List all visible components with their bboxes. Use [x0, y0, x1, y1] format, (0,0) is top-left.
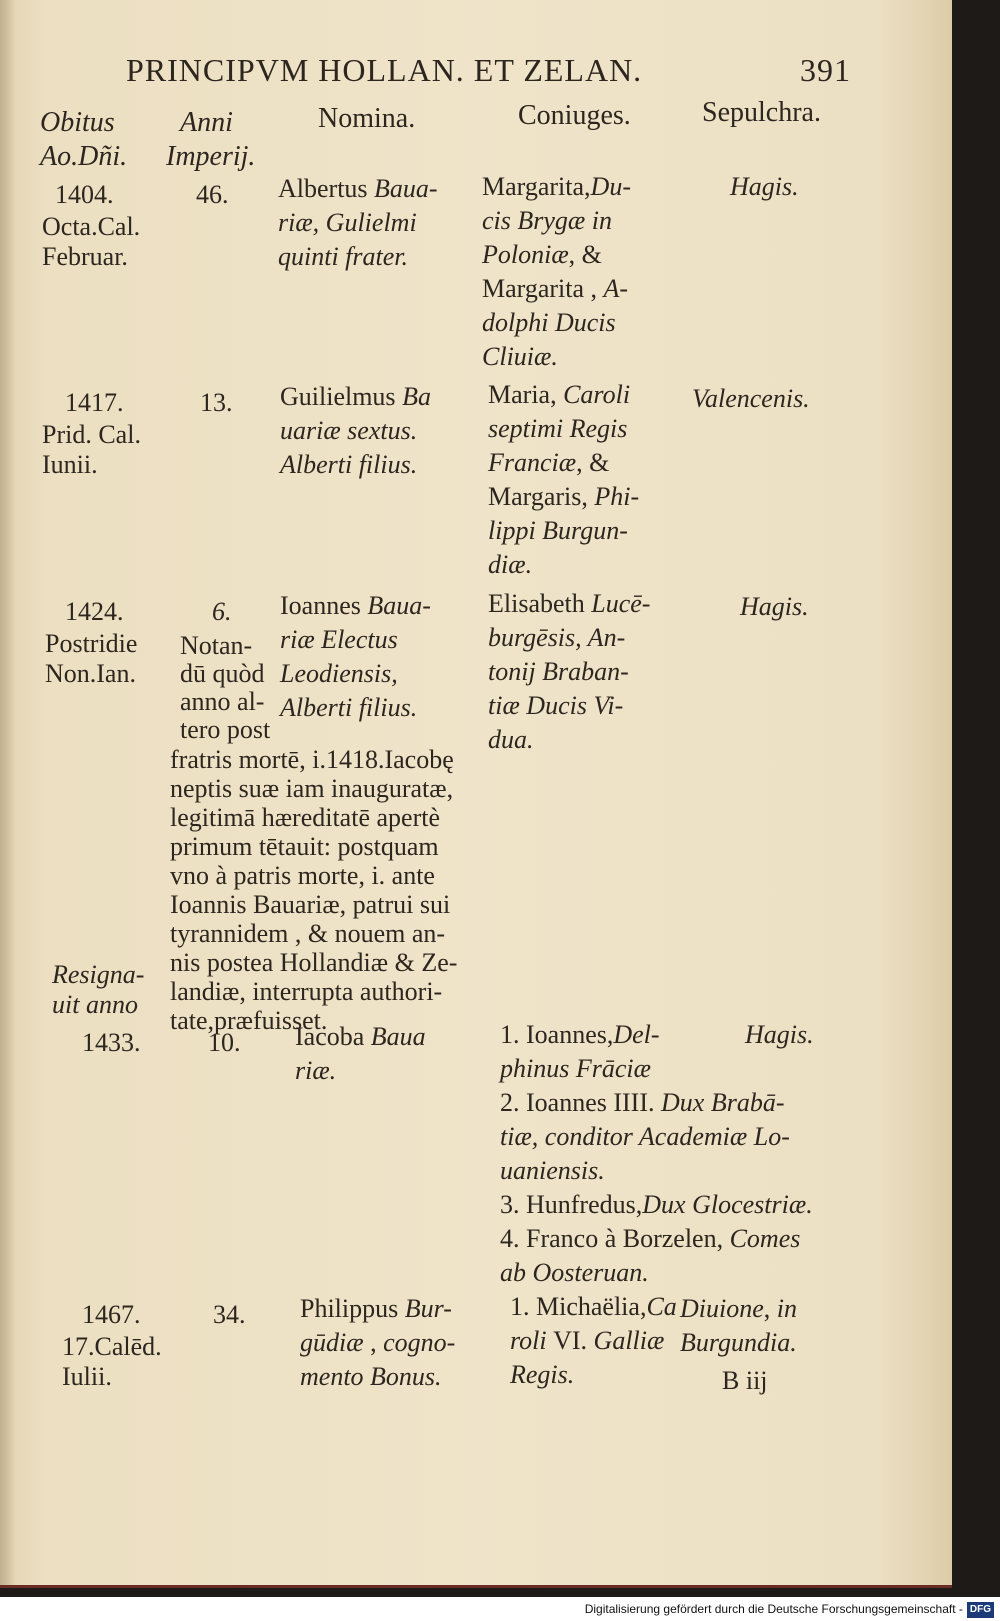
page-edge [0, 1585, 952, 1588]
roman-text: , & [568, 240, 602, 269]
note-line: neptis suæ iam inauguratæ, [170, 774, 454, 803]
italic-text: Poloniæ [482, 240, 569, 269]
italic-text: burgēsis, An- [488, 623, 626, 652]
italic-text: Regis. [510, 1360, 575, 1389]
footer-text: Digitalisierung gefördert durch die Deutsche Forschungsgemeinschaft - [584, 1602, 963, 1616]
roman-text: 1. Michaëlia, [510, 1292, 647, 1321]
entry-spouse-line [488, 482, 639, 512]
note-line: tero post [180, 715, 271, 744]
italic-text: mento Bonus. [300, 1362, 442, 1391]
entry-name-line [295, 1056, 336, 1086]
entry-spouse-line [488, 623, 625, 653]
entry-name-line [278, 208, 417, 238]
entry-date: 17.Calēd. [62, 1332, 162, 1361]
roman-text: , & [576, 448, 610, 477]
entry-burial-line [680, 1328, 797, 1358]
entry-spouse-line [488, 380, 630, 410]
entry-spouse-line [482, 172, 631, 202]
italic-text: lippi Burgun- [488, 516, 628, 545]
entry-date: Iulii. [62, 1362, 112, 1391]
entry-spouse-line [510, 1360, 574, 1390]
margin-note: uit anno [52, 990, 138, 1019]
entry-name-line [280, 659, 398, 689]
italic-text: Lucē- [591, 589, 651, 618]
italic-text: Franciæ [488, 448, 577, 477]
col-head-imperij: Imperij. [166, 141, 256, 172]
roman-text: Margarita, [482, 172, 591, 201]
entry-spouse-line [500, 1156, 605, 1186]
entry-burial-place: Hagis. [740, 592, 809, 621]
italic-text: Diuione [680, 1294, 764, 1323]
note-line: legitimā hæreditatē apertè [170, 803, 440, 832]
col-head-ao-dni: Ao.Dñi. [40, 141, 128, 172]
note-line: vno à patris morte, i. ante [170, 861, 435, 890]
italic-text: Baua- [374, 174, 438, 203]
entry-spouse-line [488, 589, 650, 619]
page-number: 391 [800, 52, 851, 88]
dfg-logo: DFG [967, 1602, 994, 1618]
italic-text: Bur- [404, 1294, 452, 1323]
entry-burial-place: Valencenis. [692, 384, 810, 413]
roman-text: VI. [553, 1326, 594, 1355]
italic-text: Ca [646, 1292, 677, 1321]
entry-spouse-line [482, 274, 628, 304]
entry-name-line [280, 591, 431, 621]
italic-text: Leodiensis, [280, 659, 398, 688]
italic-text: uariæ sextus. [280, 416, 418, 445]
italic-text: Galliæ [593, 1326, 665, 1355]
roman-text: Ioannes [280, 591, 368, 620]
entry-years-reign: 10. [208, 1028, 241, 1057]
italic-text: dua. [488, 725, 534, 754]
note-line: tate,præfuisset. [170, 1006, 328, 1035]
note-line: fratris mortē, i.1418.Iacobę [170, 745, 454, 774]
running-title: PRINCIPVM HOLLAN. ET ZELAN. [126, 52, 643, 88]
entry-years-reign: 34. [213, 1300, 246, 1329]
roman-text: Margarita , [482, 274, 604, 303]
italic-text: uaniensis. [500, 1156, 605, 1185]
italic-text: Baua- [367, 591, 431, 620]
italic-text: diæ. [488, 550, 533, 579]
entry-date: Octa.Cal. [42, 212, 141, 241]
roman-text: Philippus [300, 1294, 405, 1323]
col-head-nomina: Nomina. [318, 103, 416, 134]
entry-spouse-line [488, 550, 532, 580]
entry-burial-line [680, 1294, 797, 1324]
entry-date: Postridie [45, 629, 138, 658]
roman-text: 3. Hunfredus, [500, 1190, 643, 1219]
note-line: anno al- [180, 687, 265, 716]
italic-text: Comes [729, 1224, 801, 1253]
roman-text: Iacoba [295, 1022, 371, 1051]
italic-text: tonij Braban- [488, 657, 629, 686]
roman-text: 4. Franco à Borzelen, [500, 1224, 730, 1253]
entry-spouse-line [510, 1292, 677, 1322]
italic-text: cis Brygæ in [482, 206, 612, 235]
italic-text: Baua [370, 1022, 426, 1051]
entry-name-line [280, 382, 431, 412]
italic-text: septimi Regis [488, 414, 628, 443]
entry-spouse-line [488, 448, 609, 478]
entry-burial-place: Hagis. [730, 172, 799, 201]
italic-text: Burgundia. [680, 1328, 797, 1357]
digitization-footer [0, 1597, 1000, 1621]
note-line: nis postea Hollandiæ & Ze- [170, 948, 458, 977]
entry-date: Februar. [42, 242, 128, 271]
entry-name-line [280, 693, 417, 723]
entry-year: 1404. [55, 180, 114, 209]
note-line: dū quòd [180, 659, 265, 688]
entry-date: Non.Ian. [45, 659, 136, 688]
entry-name-line [300, 1328, 455, 1358]
note-line: Ioannis Bauariæ, patrui sui [170, 890, 451, 919]
entry-spouse-line [500, 1224, 800, 1254]
italic-text: roli [510, 1326, 554, 1355]
roman-text: Guilielmus [280, 382, 403, 411]
entry-name-line [280, 625, 398, 655]
italic-text: Alberti filius. [280, 693, 418, 722]
entry-year: 1417. [65, 388, 124, 417]
col-head-obitus: Obitus [40, 107, 115, 138]
entry-spouse-line [500, 1258, 649, 1288]
italic-text: cogno- [383, 1328, 456, 1357]
entry-spouse-line [482, 342, 558, 372]
italic-text: quinti frater. [278, 242, 409, 271]
italic-text: Du- [590, 172, 631, 201]
note-line: Notan- [180, 631, 253, 660]
roman-text: Elisabeth [488, 589, 592, 618]
entry-spouse-line [488, 657, 629, 687]
signature-mark: B iij [722, 1366, 768, 1395]
italic-text: Dux Brabā- [661, 1088, 785, 1117]
italic-text: tiæ Ducis Vi- [488, 691, 624, 720]
entry-spouse-line [510, 1326, 664, 1356]
italic-text: Alberti filius. [280, 450, 418, 479]
entry-name-line [280, 416, 417, 446]
italic-text: riæ Electus [280, 625, 398, 654]
entry-spouse-line [500, 1020, 660, 1050]
col-head-coniuges: Coniuges. [518, 100, 631, 131]
entry-spouse-line [482, 240, 602, 270]
entry-spouse-line [500, 1054, 651, 1084]
italic-text: Caroli [563, 380, 631, 409]
entry-spouse-line [482, 308, 616, 338]
entry-date: Prid. Cal. [42, 420, 141, 449]
roman-text: , [363, 1328, 384, 1357]
entry-years-reign: 46. [196, 180, 229, 209]
italic-text: in [776, 1294, 797, 1323]
entry-spouse-line [500, 1190, 813, 1220]
roman-text: Maria, [488, 380, 564, 409]
entry-date: Iunii. [42, 450, 98, 479]
entry-spouse-line [500, 1122, 790, 1152]
italic-text: Ba [402, 382, 431, 411]
roman-text: 1. Ioannes, [500, 1020, 614, 1049]
roman-text: 2. Ioannes IIII. [500, 1088, 661, 1117]
note-line: landiæ, interrupta authori- [170, 977, 443, 1006]
italic-text: phinus Frāciæ [500, 1054, 651, 1083]
entry-name-line [278, 174, 438, 204]
entry-spouse-line [488, 414, 627, 444]
italic-text: riæ. [295, 1056, 337, 1085]
entry-years-reign: 6. [212, 597, 232, 626]
note-line: primum tētauit: postquam [170, 832, 439, 861]
entry-spouse-line [488, 691, 623, 721]
entry-name-line [278, 242, 408, 272]
entry-name-line [295, 1022, 426, 1052]
entry-spouse-line [500, 1088, 784, 1118]
entry-year: 1424. [65, 597, 124, 626]
italic-text: dolphi Ducis [482, 308, 616, 337]
margin-note: Resigna- [52, 960, 145, 989]
entry-spouse-line [488, 725, 534, 755]
italic-text: A- [603, 274, 629, 303]
note-line: tyrannidem , & nouem an- [170, 919, 446, 948]
entry-name-line [280, 450, 417, 480]
italic-text: Phi- [594, 482, 640, 511]
col-head-sepulchra: Sepulchra. [702, 97, 821, 128]
roman-text: Margaris, [488, 482, 595, 511]
italic-text: Dux Glocestriæ. [642, 1190, 813, 1219]
entry-burial-place: Hagis. [745, 1020, 814, 1049]
col-head-anni: Anni [180, 107, 233, 138]
entry-name-line [300, 1294, 452, 1324]
entry-name-line [300, 1362, 442, 1392]
italic-text: Cliuiæ. [482, 342, 558, 371]
italic-text: tiæ, conditor Academiæ Lo- [500, 1122, 790, 1151]
italic-text: ab Oosteruan. [500, 1258, 649, 1287]
entry-spouse-line [488, 516, 628, 546]
entry-year: 1467. [82, 1300, 141, 1329]
italic-text: Del- [613, 1020, 660, 1049]
italic-text: gūdiæ [300, 1328, 364, 1357]
entry-year: 1433. [82, 1028, 141, 1057]
entry-spouse-line [482, 206, 612, 236]
entry-years-reign: 13. [200, 388, 233, 417]
italic-text: riæ, Gulielmi [278, 208, 417, 237]
roman-text: Albertus [278, 174, 375, 203]
roman-text: , [763, 1294, 777, 1323]
